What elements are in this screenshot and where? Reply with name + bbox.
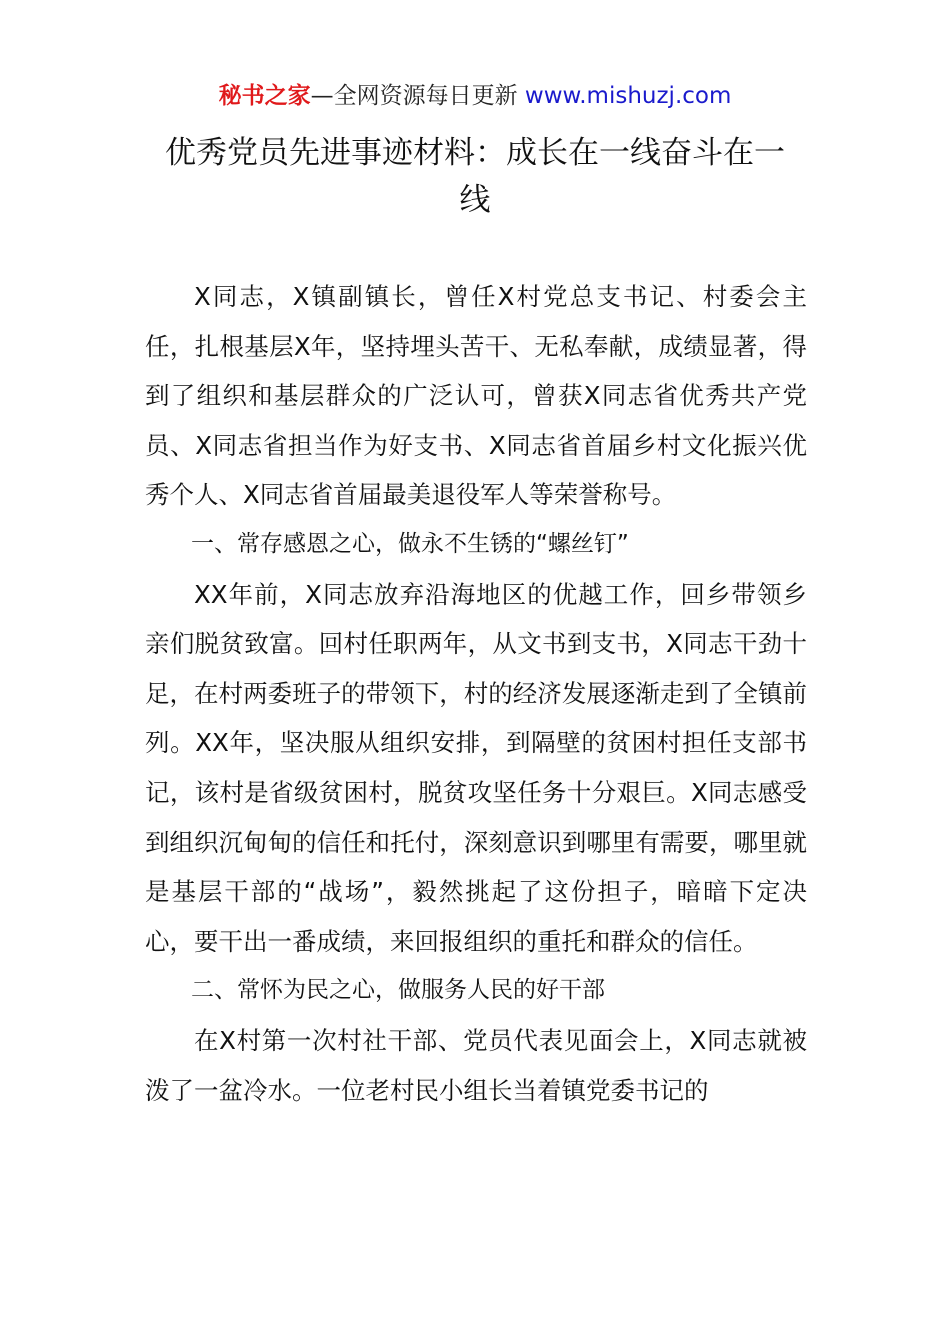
section-1-paragraph: XX年前，X同志放弃沿海地区的优越工作，回乡带领乡亲们脱贫致富。回村任职两年，从文书到支书，X同志干劲十足，在村两委班子的带领下，村的经济发展逐渐走到了全镇前列。XX年，坚决服从组织安排，到隔壁的贫困村担任支部书记，该村是省级贫困村，脱贫攻坚任务十分艰巨。X同志感受到组织沉甸甸的信任和托付，深刻意识到哪里有需要，哪里就是基层干部的“战场”，毅然挑起了这份担子，暗暗下定决心，要干出一番成绩，来回报组织的重托和群众的信任。	[145, 579, 807, 956]
document-body	[145, 272, 807, 1115]
site-name: 秘书之家	[218, 83, 311, 109]
site-url-link[interactable]: www.mishuzj.com	[524, 83, 732, 109]
site-slogan: —全网资源每日更新	[310, 83, 525, 109]
document-title: 优秀党员先进事迹材料：成长在一线奋斗在一线	[165, 135, 785, 218]
section-1-heading: 一、常存感恩之心，做永不生锈的“螺丝钉”	[191, 530, 629, 557]
intro-paragraph: X同志，X镇副镇长，曾任X村党总支书记、村委会主任，扎根基层X年，坚持埋头苦干、无私奉献，成绩显著，得到了组织和基层群众的广泛认可，曾获X同志省优秀共产党员、X同志省担当作为好支书、X同志省首届乡村文化振兴优秀个人、X同志省首届最美退役军人等荣誉称号。	[145, 282, 807, 510]
section-2-paragraph: 在X村第一次村社干部、党员代表见面会上，X同志就被泼了一盆冷水。一位老村民小组长当着镇党委书记的	[145, 1025, 807, 1105]
section-2-heading: 二、常怀为民之心，做服务人民的好干部	[191, 977, 605, 1004]
site-header	[0, 80, 950, 112]
